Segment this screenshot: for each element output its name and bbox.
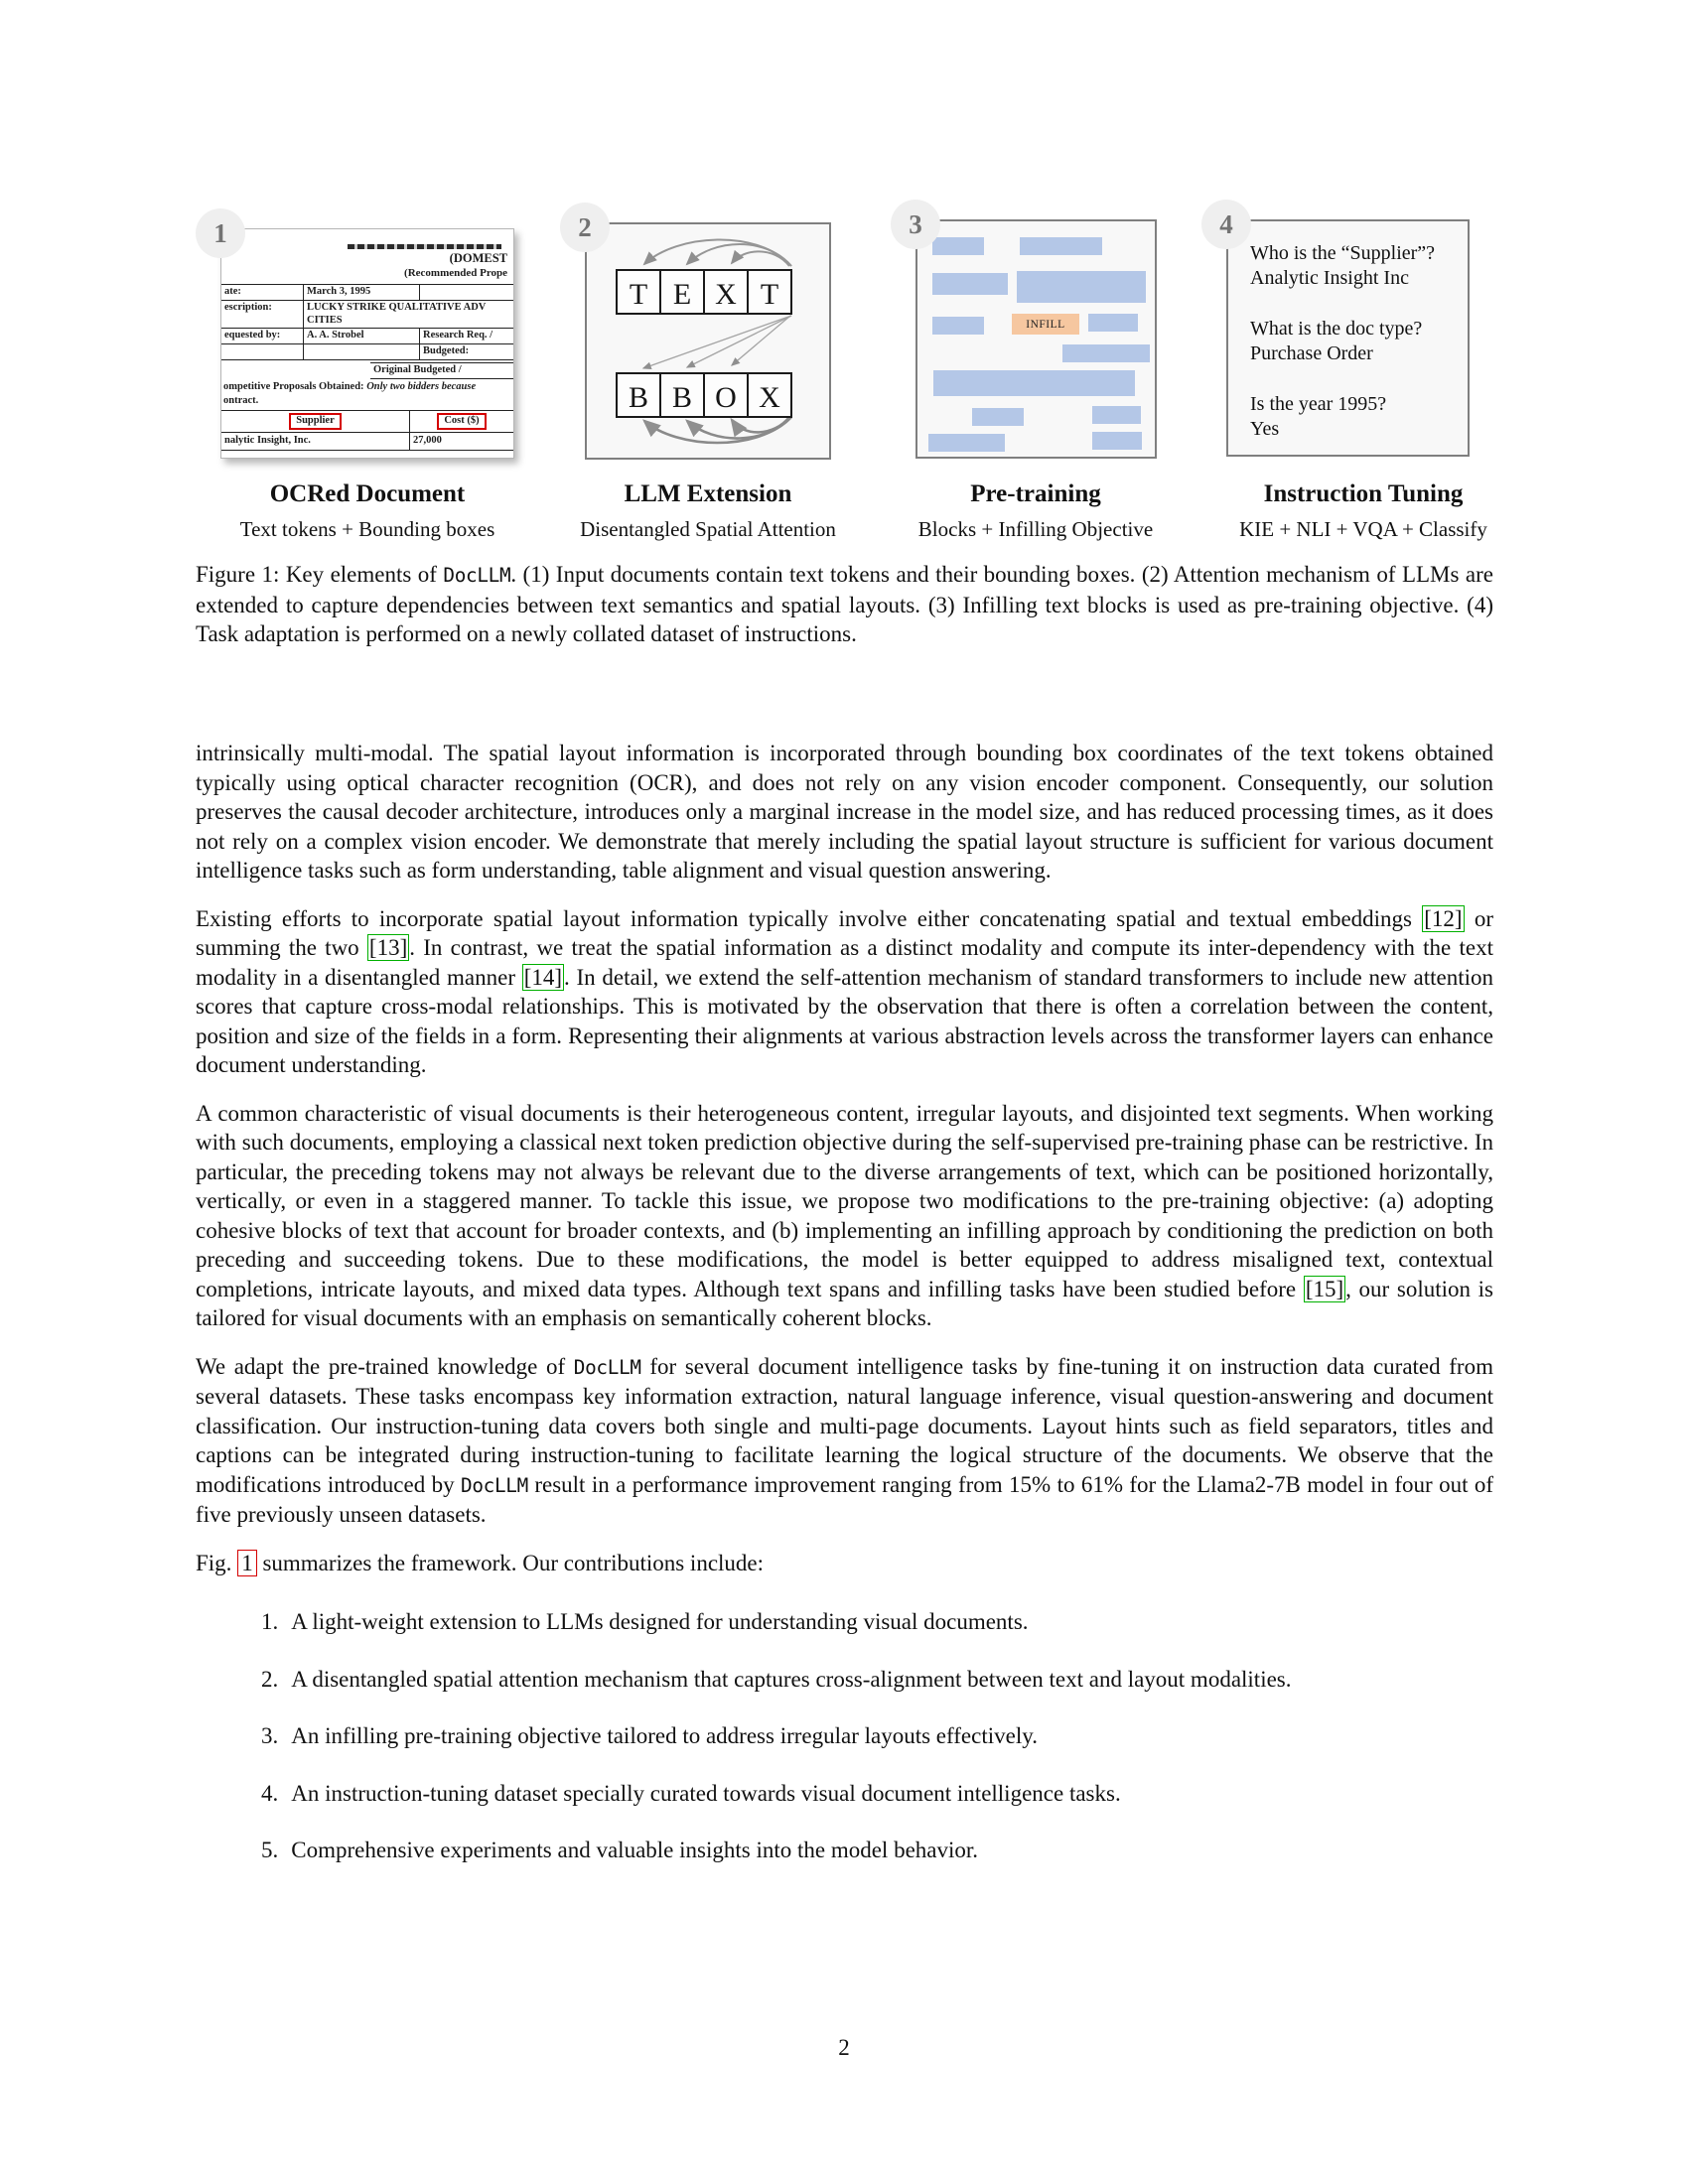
item-text: A light-weight extension to LLMs designed for understanding visual documents. — [291, 1609, 1029, 1634]
panel-title: OCRed Document — [269, 480, 466, 507]
bbox-token: B — [671, 381, 693, 414]
doc-note: ontract. — [223, 395, 259, 406]
paragraph: intrinsically multi-modal. The spatial layout information is incorporated through bounding box coordinates of the text tokens obtained typically using optical character recognition (OCR), and does not rely on any vision encoder component. Consequently, our solution preserves the causal decoder architecture, introduces only a marginal increase in the model size, and has reduced processing times, as it does not rely on a complex vision encoder. We demonstrate that merely including the spatial layout structure is sufficient for various document intelligence tasks such as form understanding, table alignment and visual question answering. — [196, 741, 1493, 883]
contribution-item — [261, 1779, 1493, 1809]
contribution-item — [261, 1721, 1493, 1751]
panel-title: Instruction Tuning — [1263, 480, 1464, 507]
field-label: Original Budgeted / — [370, 362, 513, 379]
qa-pair — [1250, 241, 1468, 291]
paragraph: We adapt the pre-trained knowledge of DocLLM for several document intelligence tasks by fine-tuning it on instruction data curated from several datasets. These tasks encompass key information extraction, natural language inference, visual question-answering and document classification. Our instruction-tuning data covers both single and multi-page documents. Layout hints such as field separators, titles and captions can be integrated during instruction-tuning to facilitate learning the logical structure of the documents. We observe that the modifications introduced by DocLLM result in a performance improvement ranging from 15% to 61% for the Llama2-7B model in four out of five previously unseen datasets. — [196, 1353, 1494, 1527]
table-row — [221, 300, 514, 329]
item-number: 1. — [261, 1609, 279, 1634]
citation-link[interactable]: [12] — [1424, 905, 1463, 931]
item-text: Comprehensive experiments and valuable insights into the model behavior. — [291, 1838, 979, 1862]
text-block — [1088, 314, 1138, 332]
answer: Purchase Order — [1250, 342, 1373, 364]
item-number: 3. — [261, 1723, 279, 1748]
bounding-box-annotation: Supplier — [289, 413, 342, 430]
text-block — [972, 408, 1024, 426]
text-block — [932, 237, 984, 255]
table-row — [221, 344, 514, 360]
panel-number-badge: 1 — [196, 208, 245, 258]
text-token: T — [760, 278, 779, 311]
inline-code: DocLLM — [573, 1355, 641, 1379]
doc-header-line: (DOMEST — [449, 251, 507, 265]
bbox-token: X — [759, 381, 780, 414]
bbox-to-bbox-attention-arrows — [644, 417, 791, 443]
panel-title: LLM Extension — [624, 480, 792, 507]
field-value: Research Req. / — [420, 329, 515, 344]
text-block — [1092, 406, 1141, 424]
text-token: X — [715, 278, 737, 311]
field-value: nalytic Insight, Inc. — [221, 433, 410, 450]
table-row — [221, 285, 514, 301]
paragraph: Existing efforts to incorporate spatial layout information typically involve either concatenating spatial and textual embeddings [12] or summing the two [13]. In contrast, we treat the spatial information as a distinct modality and compute its inter-dependency with the text modality in a disentangled manner [14]. In detail, we extend the self-attention mechanism of standard transformers to include new attention scores that capture cross-modal relationships. This is motivated by the observation that there is often a correlation between the content, position and size of the fields in a form. Representing their alignments at various abstraction levels across the transformer layers can enhance document understanding. — [196, 905, 1493, 1077]
text-block — [1062, 344, 1150, 362]
pretraining-panel — [915, 219, 1157, 459]
text-to-bbox-attention-arrows — [643, 316, 791, 368]
field-label: ate: — [221, 285, 304, 301]
scan-smudge-line — [348, 244, 501, 249]
bbox-token: B — [628, 381, 649, 414]
doc-form-table — [221, 284, 514, 360]
panel-subtitle: Disentangled Spatial Attention — [580, 517, 836, 541]
llm-extension-panel — [585, 222, 831, 460]
field-value: LUCKY STRIKE QUALITATIVE ADV CITIES — [304, 300, 515, 329]
citation-link[interactable]: [14] — [523, 964, 563, 990]
body-text — [196, 739, 1493, 1865]
item-number: 4. — [261, 1780, 279, 1806]
item-number: 5. — [261, 1838, 279, 1862]
panel-number-badge: 3 — [891, 200, 940, 249]
question: Who is the “Supplier”? — [1250, 242, 1436, 264]
paragraph: Fig. 1 summarizes the framework. Our contributions include: — [196, 1550, 765, 1575]
item-text: An infilling pre-training objective tailored to address irregular layouts effectively. — [291, 1723, 1038, 1748]
contribution-item — [261, 1607, 1493, 1637]
text-block — [1020, 237, 1102, 255]
figure-caption: Figure 1: Key elements of DocLLM. (1) Input documents contain text tokens and their bounding boxes. (2) Attention mechanism of LLMs are extended to capture dependencies between text semantics and spatial layouts. (3) Infilling text blocks is used as pre-training objective. (4) Task adaptation is performed on a newly collated dataset of instructions. — [196, 562, 1493, 646]
item-text: An instruction-tuning dataset specially curated towards visual document intelligence tasks. — [291, 1780, 1121, 1806]
text-block — [933, 370, 1135, 396]
attention-diagram — [587, 224, 829, 458]
text-block — [932, 317, 984, 335]
panel-number-badge: 2 — [560, 203, 610, 252]
panel-number-badge: 4 — [1201, 200, 1251, 249]
field-label: equested by: — [221, 329, 304, 344]
text-block — [1092, 432, 1142, 450]
item-text: A disentangled spatial attention mechanism that captures cross-alignment between text and layout modalities. — [291, 1666, 1292, 1692]
inline-code: DocLLM — [443, 564, 511, 587]
table-row — [221, 411, 513, 433]
contribution-item — [261, 1665, 1493, 1695]
table-row — [221, 433, 513, 451]
paragraph: A common characteristic of visual documents is their heterogeneous content, irregular layouts, and disjointed text segments. When working with such documents, employing a classical next token prediction objective during the self-supervised pre-training phase can be restrictive. In particular, the preceding tokens may not always be relevant due to the diverse arrangements of text, which can be positioned horizontally, vertically, or even in a staggered manner. To tackle this issue, we propose two modifications to the pre-training objective: (a) adopting cohesive blocks of text that account for broader contexts, and (b) implementing an infilling approach by conditioning the prediction on both preceding and succeeding tokens. Due to these modifications, the model is better equipped to address misaligned text, contextual completions, intricate layouts, and mixed data types. Although text spans and infilling tasks have been studied before [15], our solution is tailored for visual documents with an emphasis on semantically coherent blocks. — [196, 1100, 1493, 1330]
table-row — [221, 329, 514, 344]
qa-pair — [1250, 392, 1468, 442]
text-token: T — [629, 278, 648, 311]
citation-link[interactable]: [13] — [368, 935, 408, 960]
answer: Analytic Insight Inc — [1250, 267, 1409, 289]
page-number: 2 — [838, 2035, 850, 2060]
inline-code: DocLLM — [461, 1473, 528, 1497]
text-to-text-attention-arrows — [644, 239, 791, 266]
field-value — [420, 285, 515, 301]
doc-note: ompetitive Proposals Obtained: Only two bidders because — [223, 381, 477, 392]
field-label: escription: — [221, 300, 304, 329]
field-value: March 3, 1995 — [304, 285, 420, 301]
text-token: E — [672, 278, 692, 311]
field-label: Budgeted: — [420, 344, 515, 360]
figure-ref-link[interactable]: 1 — [237, 1550, 257, 1576]
text-block — [1017, 271, 1146, 303]
panel-subtitle: Text tokens + Bounding boxes — [239, 517, 495, 541]
answer: Yes — [1250, 418, 1280, 440]
doc-header-line: (Recommended Prope — [404, 267, 507, 279]
instruction-tuning-panel — [1226, 219, 1470, 457]
bounding-box-annotation: Cost ($) — [437, 413, 486, 430]
text-block — [928, 434, 1005, 452]
qa-pair — [1250, 317, 1468, 366]
panel-subtitle: Blocks + Infilling Objective — [917, 517, 1154, 541]
field-value: 27,000 — [413, 434, 442, 446]
panel-subtitle: KIE + NLI + VQA + Classify — [1239, 517, 1487, 541]
infill-block: INFILL — [1012, 314, 1079, 335]
question: What is the doc type? — [1250, 318, 1423, 340]
text-block — [932, 273, 1008, 295]
bbox-token: O — [715, 381, 737, 414]
question: Is the year 1995? — [1250, 393, 1387, 415]
contribution-item — [261, 1836, 1493, 1865]
ocr-document-panel — [220, 228, 514, 459]
field-value: A. A. Strobel — [304, 329, 420, 344]
panel-title: Pre-training — [970, 480, 1101, 507]
item-number: 2. — [261, 1666, 279, 1692]
citation-link[interactable]: [15] — [1305, 1276, 1344, 1301]
supplier-table — [221, 410, 513, 451]
